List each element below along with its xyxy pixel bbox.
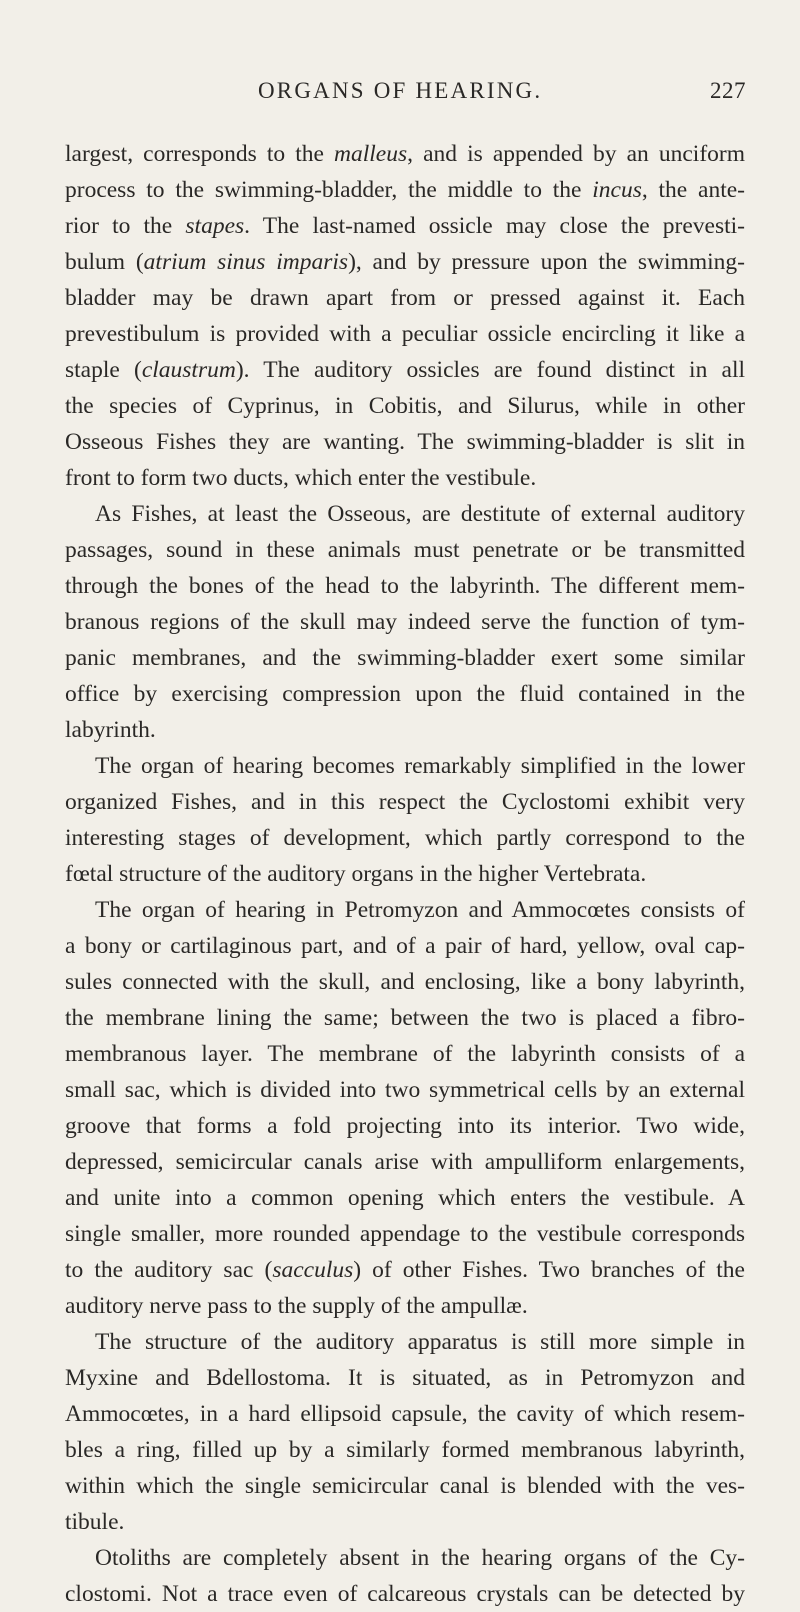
running-head [0,78,800,112]
text-line [65,1504,745,1540]
text-run: within which the single semicircular canal is blended with the ves- [65,1473,745,1499]
text-line [65,460,745,496]
text-line [65,1252,745,1288]
text-line [65,1144,745,1180]
text-line [65,676,745,712]
italic-term: claustrum [141,357,236,383]
text-line [65,424,745,460]
text-run: panic membranes, and the swimming-bladder exert some similar [65,645,745,671]
text-run: As Fishes, at least the Osseous, are destitute of external auditory [95,501,745,527]
text-run: to the auditory sac ( [65,1257,273,1283]
text-run: front to form two ducts, which enter the vestibule. [65,465,537,491]
text-run: a bony or cartilaginous part, and of a pair of hard, yellow, oval cap- [65,933,745,959]
text-run: The organ of hearing in Petromyzon and Ammocœtes consists of [95,897,745,923]
text-line [65,1360,745,1396]
text-run: Otoliths are completely absent in the hearing organs of the Cy- [95,1545,745,1571]
text-line [65,712,745,748]
text-line [65,1396,745,1432]
text-line [65,1288,745,1324]
text-line [65,964,745,1000]
text-run: The organ of hearing becomes remarkably simplified in the lower [95,753,745,779]
text-run: and unite into a common opening which enters the vestibule. A [65,1185,745,1211]
text-line [65,1072,745,1108]
text-run: the species of Cyprinus, in Cobitis, and Silurus, while in other [65,393,745,419]
text-run: ) of other Fishes. Two branches of the [353,1257,745,1283]
text-run: process to the swimming-bladder, the middle to the [65,177,593,203]
text-line [65,1324,745,1360]
text-run: , and is appended by an unciform [407,141,745,167]
text-line [65,1108,745,1144]
text-line [65,316,745,352]
text-line [65,928,745,964]
text-run: rior to the [65,213,186,239]
text-run: small sac, which is divided into two symmetrical cells by an external [65,1077,745,1103]
text-line [65,208,745,244]
text-run: largest, corresponds to the [65,141,334,167]
text-run: auditory nerve pass to the supply of the ampullæ. [65,1293,528,1319]
text-run: bladder may be drawn apart from or pressed against it. Each [65,285,745,311]
text-run: tibule. [65,1509,125,1535]
text-line [65,1000,745,1036]
text-run: the membrane lining the same; between the two is placed a fibro- [65,1005,745,1031]
text-line [65,748,745,784]
text-run: through the bones of the head to the labyrinth. The different mem- [65,573,745,599]
text-run: labyrinth. [65,717,156,743]
text-run: fœtal structure of the auditory organs in the higher Vertebrata. [65,861,647,887]
italic-term: atrium sinus imparis [143,249,349,275]
italic-term: incus [592,177,642,203]
text-line [65,1576,745,1612]
text-run: office by exercising compression upon the fluid contained in the [65,681,745,707]
body-text [65,136,745,1612]
text-run: staple ( [65,357,142,383]
text-line [65,568,745,604]
text-line [65,892,745,928]
running-head-title: ORGANS OF HEARING. [258,78,543,103]
italic-term: stapes [185,213,245,239]
text-run: depressed, semicircular canals arise with ampulliform enlargements, [65,1149,745,1175]
text-line [65,532,745,568]
text-run: Myxine and Bdellostoma. It is situated, as in Petromyzon and [65,1365,745,1391]
text-line [65,280,745,316]
text-line [65,1432,745,1468]
text-run: interesting stages of development, which partly correspond to the [65,825,745,851]
text-run: Osseous Fishes they are wanting. The swimming-bladder is slit in [65,429,745,455]
text-run: bulum ( [65,249,144,275]
text-line [65,1216,745,1252]
text-line [65,496,745,532]
text-run: sules connected with the skull, and enclosing, like a bony labyrinth, [65,969,745,995]
italic-term: sacculus [272,1257,354,1283]
text-run: prevestibulum is provided with a peculiar ossicle encircling it like a [65,321,745,347]
text-line [65,388,745,424]
text-run: ). The auditory ossicles are found distinct in all [235,357,746,383]
text-line [65,136,745,172]
text-line [65,820,745,856]
text-line [65,1036,745,1072]
text-run: Ammocœtes, in a hard ellipsoid capsule, the cavity of which resem- [65,1401,745,1427]
text-line [65,172,745,208]
text-run: organized Fishes, and in this respect the Cyclostomi exhibit very [65,789,745,815]
text-line [65,604,745,640]
text-line [65,244,745,280]
text-run: , the ante- [641,177,745,203]
text-run: membranous layer. The membrane of the labyrinth consists of a [65,1041,745,1067]
text-run: single smaller, more rounded appendage to the vestibule corresponds [65,1221,745,1247]
italic-term: malleus [334,141,408,167]
text-line [65,352,745,388]
text-run: ), and by pressure upon the swimming- [348,249,745,275]
page-number: 227 [710,78,746,103]
text-run: groove that forms a fold projecting into its interior. Two wide, [65,1113,745,1139]
text-line [65,1540,745,1576]
text-run: The structure of the auditory apparatus is still more simple in [95,1329,745,1355]
text-run: branous regions of the skull may indeed serve the function of tym- [65,609,745,635]
text-line [65,1468,745,1504]
text-line [65,1180,745,1216]
text-run: bles a ring, filled up by a similarly formed membranous labyrinth, [65,1437,745,1463]
text-run: . The last-named ossicle may close the prevesti- [244,213,745,239]
text-run: passages, sound in these animals must penetrate or be transmitted [65,537,745,563]
text-line [65,784,745,820]
text-run: clostomi. Not a trace even of calcareous crystals can be detected by [65,1581,745,1607]
text-line [65,856,745,892]
text-line [65,640,745,676]
